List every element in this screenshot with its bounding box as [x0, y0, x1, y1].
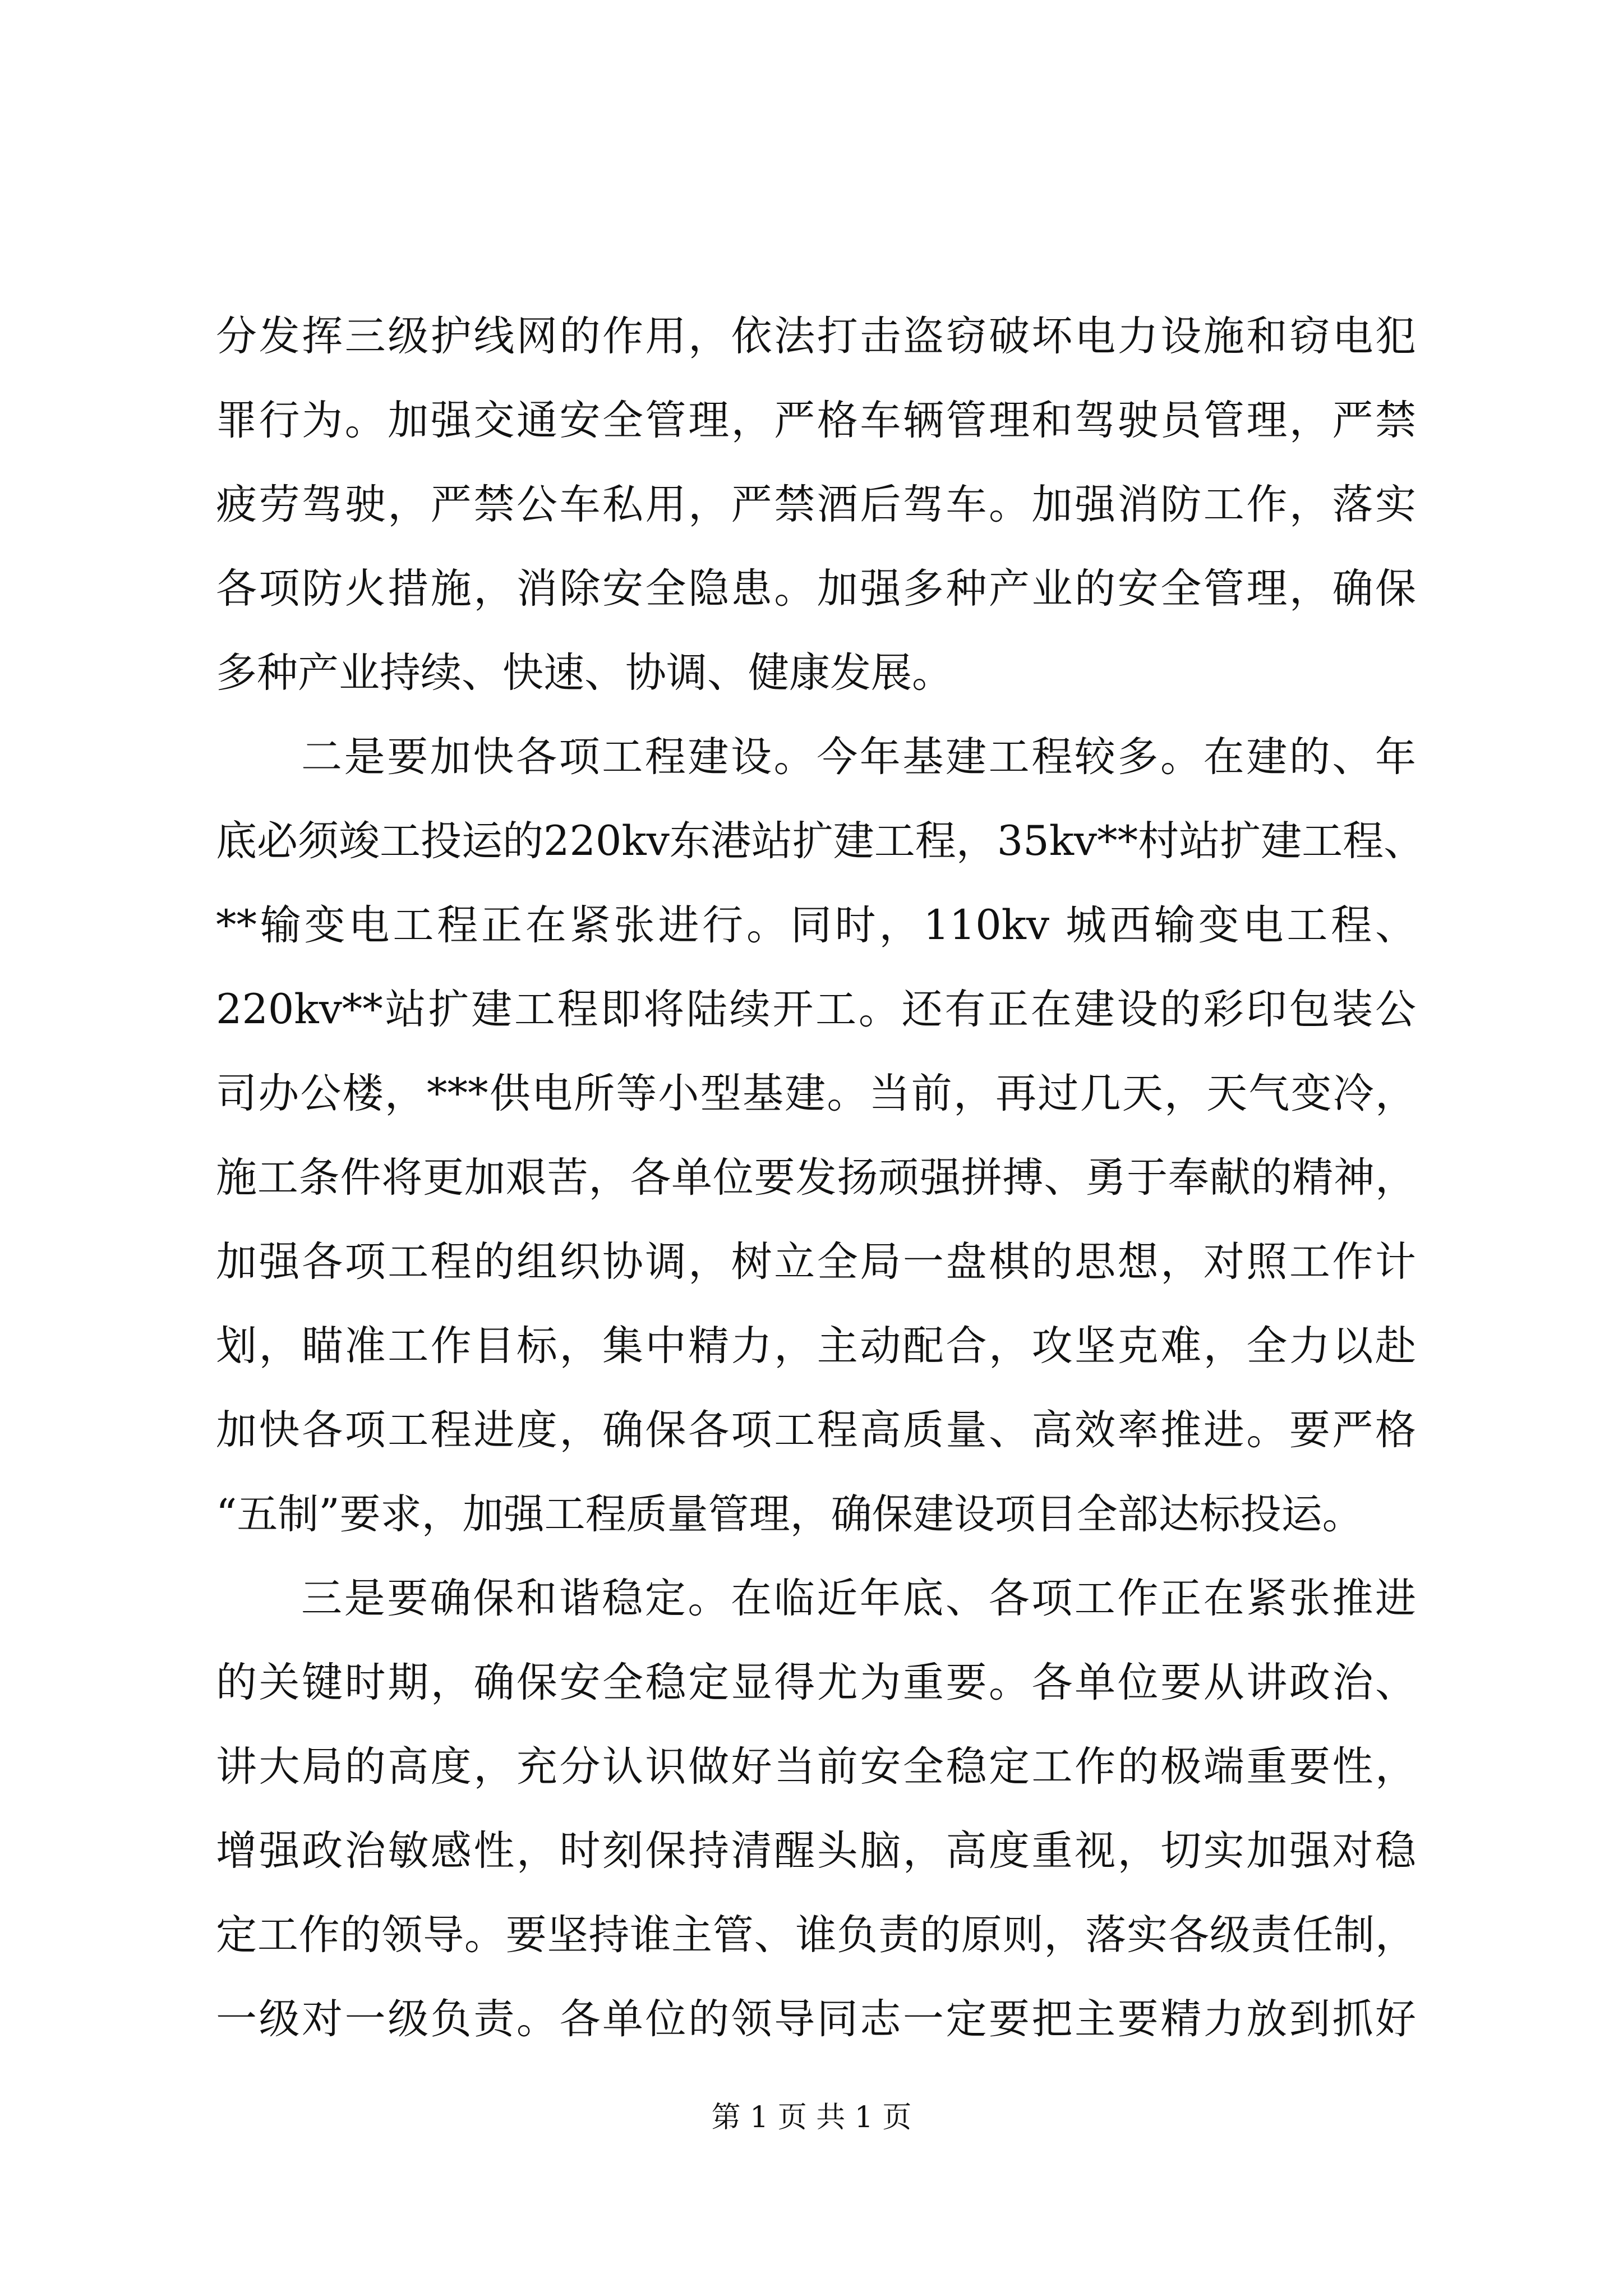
text-line: 的关键时期，确保安全稳定显得尤为重要。各单位要从讲政治、 — [216, 1659, 1416, 1706]
text-line: 一级对一级负责。各单位的领导同志一定要把主要精力放到抓好 — [216, 1995, 1416, 2043]
text-line: 定工作的领导。要坚持谁主管、谁负责的原则，落实各级责任制， — [216, 1911, 1416, 1959]
text-line: 底必须竣工投运的220kv东港站扩建工程，35kv**村站扩建工程、 — [216, 817, 1425, 865]
paragraph — [216, 1557, 1416, 2062]
text-line: 220kv**站扩建工程即将陆续开工。还有正在建设的彩印包装公 — [216, 986, 1416, 1033]
text-line: 多种产业持续、快速、协调、健康发展。 — [216, 649, 953, 697]
text-line: 司办公楼，***供电所等小型基建。当前，再过几天，天气变冷， — [216, 1070, 1416, 1117]
text-line: 增强政治敏感性，时刻保持清醒头脑，高度重视，切实加强对稳 — [216, 1827, 1416, 1875]
text-line: 三是要确保和谐稳定。在临近年底、各项工作正在紧张推进 — [301, 1575, 1416, 1622]
text-line: 讲大局的高度，充分认识做好当前安全稳定工作的极端重要性， — [216, 1743, 1416, 1791]
text-line: “五制”要求，加强工程质量管理，确保建设项目全部达标投运。 — [216, 1490, 1363, 1538]
text-line: 各项防火措施，消除安全隐患。加强多种产业的安全管理，确保 — [216, 565, 1416, 613]
text-line: 疲劳驾驶，严禁公车私用，严禁酒后驾车。加强消防工作，落实 — [216, 481, 1416, 528]
text-line: 施工条件将更加艰苦，各单位要发扬顽强拼搏、勇于奉献的精神， — [216, 1154, 1416, 1202]
text-line: **输变电工程正在紧张进行。同时，110kv 城西输变电工程、 — [216, 901, 1416, 949]
text-line: 罪行为。加强交通安全管理，严格车辆管理和驾驶员管理，严禁 — [216, 397, 1416, 444]
paragraph — [216, 715, 1425, 1557]
paragraph — [216, 295, 1416, 715]
document-body — [216, 295, 1425, 2062]
text-line: 二是要加快各项工程建设。今年基建工程较多。在建的、年 — [301, 733, 1416, 781]
text-line: 加快各项工程进度，确保各项工程高质量、高效率推进。要严格 — [216, 1406, 1416, 1454]
page-footer: 第 1 页 共 1 页 — [711, 2101, 912, 2134]
text-line: 分发挥三级护线网的作用，依法打击盗窃破坏电力设施和窃电犯 — [216, 312, 1416, 360]
text-line: 加强各项工程的组织协调，树立全局一盘棋的思想，对照工作计 — [216, 1238, 1416, 1286]
text-line: 划，瞄准工作目标，集中精力，主动配合，攻坚克难，全力以赴 — [216, 1322, 1416, 1370]
